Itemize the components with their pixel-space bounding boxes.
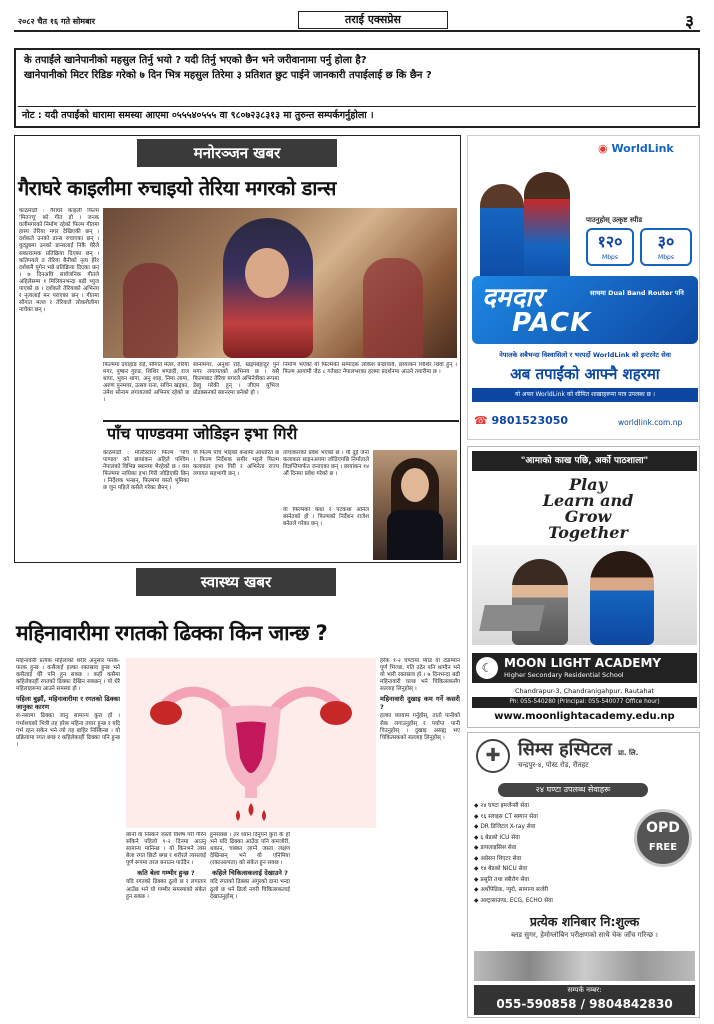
- school-slogan: "आमाको काख पछि, अर्को पाठशाला": [472, 451, 697, 471]
- worldlink-tagline-top: नेपालके सबैभन्दा विश्वासिलो र भरपर्दो WorldLink को इन्टरनेट सेवा: [499, 351, 671, 359]
- hospital-ad[interactable]: [467, 732, 700, 1018]
- check-icon: ◆: [474, 897, 481, 904]
- play-words: [498, 477, 678, 541]
- school-website[interactable]: www.moonlightacademy.edu.np: [494, 711, 675, 722]
- health-col3: हुनसक्छ । तर ध्यान दिनुपर्ने कुरा के हो भने यदि ढिक्का आउँदा पनि कमजोरी, थकान, चक्कर लाग्ने जस्ता लक्षण देखिन्छन् भने यो एनिमिया (रक्तअल्पता) को संकेत हुन सक्छ । कहिले चिकित्सकलाई देखाउने ? यदि रगतको ढिक्का अंगुरको दाना भन्दा ठूलो छ भने ढिलो नगरी चिकित्सकलाई देखाउनुहोस् ।: [210, 832, 290, 900]
- offer-title: प्रत्येक शनिबार नि:शुल्क: [529, 914, 640, 929]
- page-header: [14, 10, 700, 32]
- service-item: ◆ डायलाइसिस सेवा: [474, 845, 517, 851]
- contact-box[interactable]: [474, 985, 695, 1015]
- health-col1: महिनावारी प्रत्येक महिलाको शरीर अनुसार फरक-फरक हुन्छ । कसैलाई हल्का रक्तस्राव हुन्छ भने कसैलाई धेरै पनि हुन सक्छ । कहीं कसैमा कहिलेकाहीं रगतको ढिक्का देखिन सक्छन् । यो धेरै महिलाहरूमा आउने समस्या हो । पहिला बुझौं, महिनावारीमा र रगतको ढिक्का जानुका कारण स-नसामा ढिक्का जानु सामान्य कुरा हो । गर्भाशयको भित्री तह हरेक महिना तयार हुन्छ र यदि गर्भ रहन सकेन भने त्यो तह बाहिर निस्किन्छ । यो प्रक्रियामा रगत बग्छ र कहिलेकाहीं ढिक्का पनि हुन्छ ।: [16, 658, 120, 748]
- worldlink-ad[interactable]: [467, 135, 700, 440]
- story1-col3: सानामगर, अनुशा राई, खड्गबहादुर पुन मगर लगायतको अभिनय छ । यसै फिल्मबाट तेरिया मगरले अभिनेत्रीका रूपमा डेब्यु गरेकी हुन् । जीएम मुभिज प्रोडक्सनको ब्यानरमा बनेको हो ।: [193, 362, 279, 397]
- entertainment-section: [14, 135, 461, 563]
- service-item: ◆ DR डिजिटल X-ray सेवा: [474, 824, 536, 830]
- health-col4-subhead: महिनावारी दुखाइ कम गर्ने कसरी ?: [380, 695, 460, 712]
- health-col1-subhead: पहिला बुझौं, महिनावारीमा र रगतको ढिक्का जानुका कारण: [16, 695, 120, 712]
- health-col2-subhead: कति बेला गम्भीर हुन्छ ?: [137, 869, 195, 878]
- speed-badge: १२० Mbps: [586, 228, 634, 266]
- story1-col4: निर्माण भएको यो फिल्मको सम्पादक लोकेश बज्राचार्य, छायांकन शिशिर थिवो हुन् । फिल्म आगामी जेठ ८ गतेबाट नेपालभरका हलमा प्रदर्शनमा आउने तयारीमा छ ।: [283, 362, 457, 376]
- notice-line-1: के तपाईंले खानेपानीको महसुल तिर्नु भयो ? यदी तिर्नु भएको छैन भने जरीवानामा पर्नु होला है?: [24, 55, 367, 66]
- story2-col1: काठमाडौं : मल्टिस्टारर फिल्म 'पाँच पाण्डव' को छायांकन अहिले पश्चिम नेपालको विभिन्न स्थानमा भैरहेको छ । यस फिल्ममा नायिका इभा गिरी जोडिएकी छिन् । निर्देशक भन्छन्, फिल्ममा यस्तो भूमिका छ जुन पहिले कसैले गरेका छैनन् ।: [103, 450, 189, 492]
- school-ad[interactable]: [467, 446, 700, 728]
- uterus-icon: [126, 658, 376, 828]
- story1-headline: गैराघरे काइलीमा रुचाइयो तेरिया मगरको डान्स: [18, 176, 336, 200]
- story2-col3: ताचाकारको प्रवेश भएको छ । यी दुई जना कलाकार साइनअपमा जोडिएपछि निर्माताले विज्ञप्तिमार्फत जनाएका छन् । छायांकन १४ औं दिनमा प्रवेश गरेको छ ।: [283, 450, 369, 478]
- story2-photo: [373, 450, 457, 560]
- notice-line-3: नोट : यदी तपाईंको धारामा समस्या आएमा ०५५५४०५५५ वा ९८०७२३८३१३ मा तुरुन्त सम्पर्कगर्नुहोला ।: [18, 106, 696, 123]
- section-label-health: स्वास्थ्य खबर: [136, 568, 336, 596]
- story2-col2: यो फिल्म पाँच भाइको कथामा आधारित छ । फिल्म निर्देशक समीर भट्टले फिल्म कलाकार इभा गिरी र अभिनेता राज्य लगायत सहभागी छन् ।: [193, 450, 279, 478]
- price-badge: ३० Mbps: [640, 228, 692, 266]
- story1-photo-dancer-right: [363, 258, 423, 358]
- issue-date: २०८२ चैत १६ गते सोमबार: [18, 17, 95, 26]
- story1-photo-face: [245, 248, 289, 298]
- check-icon: ◆: [474, 866, 481, 872]
- play-word-3: Grow: [564, 507, 612, 526]
- pack-title: दमदार: [482, 283, 543, 313]
- story1-photo: [103, 208, 457, 358]
- service-item: ◆ अर्थोपेडिक, न्युरो, सामान्य सर्जरी: [474, 887, 549, 893]
- story2-headline: पाँच पाण्डवमा जोडिइन इभा गिरी: [107, 424, 298, 443]
- services-header: २४ घण्टा उपलब्ध सेवाहरू: [498, 783, 648, 797]
- worldlink-tagline-main: अब तपाईंको आफ्नै शहरमा: [510, 365, 660, 383]
- speed-label: पाउनुहोस् उत्कृष्ट स्पीड: [586, 216, 643, 224]
- opd-free-badge: OPD FREE: [634, 809, 692, 867]
- school-address: Chandrapur-3, Chandranigahpur, Rautahat: [514, 687, 655, 695]
- offer-sub: ब्लड सुगर, हेमोग्लोबिन परीक्षणको साथै चेक जाँच गरिन्छ ।: [511, 931, 658, 939]
- play-word-4: Together: [548, 523, 628, 542]
- hospital-address: चन्द्रपुर-४, पोस्ट रोड, रौतहट: [518, 761, 589, 769]
- service-item: ◆ अल्ट्रासाउण्ड, ECG, ECHO सेवा: [474, 897, 553, 904]
- pack-sub: PACK: [512, 308, 592, 338]
- services-list: [474, 801, 624, 906]
- story2-photo-body: [387, 510, 443, 560]
- story1-photo-dancer-left: [123, 263, 178, 358]
- phone-icon: ☎: [474, 414, 492, 427]
- school-name: MOON LIGHT ACADEMY: [504, 656, 662, 670]
- story1-col1: काठमाडौं : गैराघरे काइली फिल्म 'मितज्यू' को गीत हो । जनक घलीमगरको निर्माण रहेको फिल्म गीतमा हास्य तेरिया मगर देखिएकी छन् । दर्शकले उनको डान्स रुचाएका छन् । युट्युबमा उनको डान्सलाई निकै धेरैले सकारात्मक प्रतिक्रिया दिएका छन् । कतिपयले त तेरिया बैनीको नृत्य हेरेर दर्शकमै पुगेन भन्ने प्रतिक्रिया दिएका छन् । ७ दिनअघि सार्वजनिक गीतले अहिलेसम्म १ मिलियनभन्दा बढी भ्युज पाएको छ । दर्शकले तेरियाको अभिनय र नृत्यलाई मन पराएका छन् । गीतमा सौगात मल्ल र तेरियाले लोकशैलीमा नाचेका छन् ।: [19, 208, 99, 314]
- service-item: ◆ १४ बेडको NICU सेवा: [474, 866, 528, 872]
- service-item: ◆ १६ स्लाइस CT स्क्यान सेवा: [474, 813, 538, 820]
- notice-line-2: खानेपानीको मिटर रिडिङ गरेको ७ दिन भित्र महसुल तिरेमा ३ प्रतिशत छुट पाईने जानकारी तपाईलाई छ कि छैन ?: [24, 70, 432, 81]
- play-word-2: Learn and: [542, 491, 634, 510]
- router-text: साथमा Dual Band Router पनि: [590, 289, 684, 297]
- uterus-illustration: [126, 658, 376, 828]
- story2-col4: यो फिल्मको कथा र पटकथा अनिल बस्नेतको हो । फिल्मको निर्देशन राजेश बनेतले गरेका छन् ।: [283, 507, 369, 528]
- school-phone[interactable]: Ph: 055-540280 (Principal: 055-540077 Office hour): [472, 697, 697, 708]
- health-col4: [296, 832, 376, 1014]
- check-icon: ◆: [474, 845, 481, 851]
- worldlink-tagline-bottom: यो अफर WorldLink को सीमित शाखाहरूमा मात्र उपलब्ध छ ।: [472, 388, 698, 402]
- service-item: ◆ ६ बेडको ICU सेवा: [474, 834, 520, 841]
- contact-label: सम्पर्क नम्बर:: [567, 986, 602, 994]
- play-word-1: Play: [569, 475, 607, 494]
- check-icon: ◆: [474, 824, 481, 830]
- worldlink-logo: ◉ WorldLink: [598, 142, 674, 155]
- story1-col2: फिल्ममा दयाहाङ राई, सौगात मल्ल, तेरिया मगर, पुष्कर गुरुङ, शिशिर भण्डारी, राज थापा, भुवन थापा, अनु शाह, निमा लामा, अरुण पुनमगर, उत्सव राना, सचिन खड्का, उमेश सोनाम लगायतको अभिनय रहेको छ ।: [103, 362, 189, 404]
- school-logo-icon: ☾: [476, 657, 498, 679]
- health-col5: हरेक १-२ घण्टामा प्याड वा ट्याम्पोन पूर्ण भिज्छ, गति उठेर पनि थाम्दैन भने यो भारी रक्तस्राव हो । ७ दिनभन्दा बढी महिनावारी चल्छ भने चिकित्सकसँग सल्लाह लिनुहोस् । महिनावारी दुखाइ कम गर्ने कसरी ? हल्का व्यायाम गर्नुहोस्, तातो पानीको सेक लगाउनुहोस् र पर्याप्त पानी पिउनुहोस् । दुखाइ असह्य भए चिकित्सकको सल्लाह लिनुहोस् ।: [380, 658, 460, 741]
- check-icon: ◆: [474, 855, 481, 862]
- service-item: ◆ २४ घण्टा इमर्जेन्सी सेवा: [474, 803, 529, 809]
- school-name-bar: [472, 653, 697, 683]
- kid-right: [590, 551, 654, 645]
- health-headline: महिनावारीमा रगतको ढिक्का किन जान्छ ?: [16, 621, 328, 645]
- school-subtitle: Higher Secondary Residential School: [504, 671, 624, 679]
- check-icon: ◆: [474, 887, 481, 893]
- book: [479, 605, 545, 631]
- paper-name: तराई एक्सप्रेस: [298, 11, 448, 29]
- worldlink-website[interactable]: worldlink.com.np: [618, 418, 683, 427]
- check-icon: ◆: [474, 813, 481, 820]
- worldlink-logo-icon: ◉: [598, 142, 612, 155]
- service-item: ◆ अप्रेसन थिएटर सेवा: [474, 855, 522, 862]
- health-col3-subhead: कहिले चिकित्सकलाई देखाउने ?: [212, 869, 288, 878]
- worldlink-phone[interactable]: ☎ 9801523050: [474, 414, 569, 427]
- check-icon: ◆: [474, 876, 481, 883]
- check-icon: ◆: [474, 834, 481, 841]
- water-notice: [14, 48, 700, 128]
- kid-left: [512, 559, 568, 645]
- page-number: ३: [685, 12, 694, 32]
- school-kids-photo: [472, 545, 697, 645]
- section-label-entertainment: मनोरञ्जन खबर: [137, 139, 337, 167]
- check-icon: ◆: [474, 803, 481, 809]
- hospital-logo-icon: ✚: [476, 739, 510, 773]
- hospital-name: सिम्स हस्पिटल प्रा. लि.: [518, 739, 639, 760]
- health-col2: छानो वा निस्कने जस्तो विशेष गरी गीरेन सकिने पहिलो १-२ दिनमा आउनु सामान्य मानिन्छ । यो किनभने त्यस बेला रगत छिटो बग्छ र शरीरले त्यसलाई पूर्ण रूपमा तरल बनाउन पाउँदैन । कति बेला गम्भीर हुन्छ ? यदि रगतको ढिक्का ठूलो छ र लगातार आउँछ भने यो गम्भीर समस्याको संकेत हुन सक्छ ।: [126, 832, 206, 900]
- health-section: [14, 566, 461, 1018]
- worldlink-players: [476, 164, 576, 294]
- story2-photo-face: [401, 468, 429, 502]
- hospital-photos: [474, 951, 695, 981]
- pack-banner: [472, 276, 698, 344]
- service-item: ◆ प्रसूति तथा स्त्रीरोग सेवा: [474, 876, 530, 883]
- contact-numbers: 055-590858 / 9804842830: [496, 997, 673, 1011]
